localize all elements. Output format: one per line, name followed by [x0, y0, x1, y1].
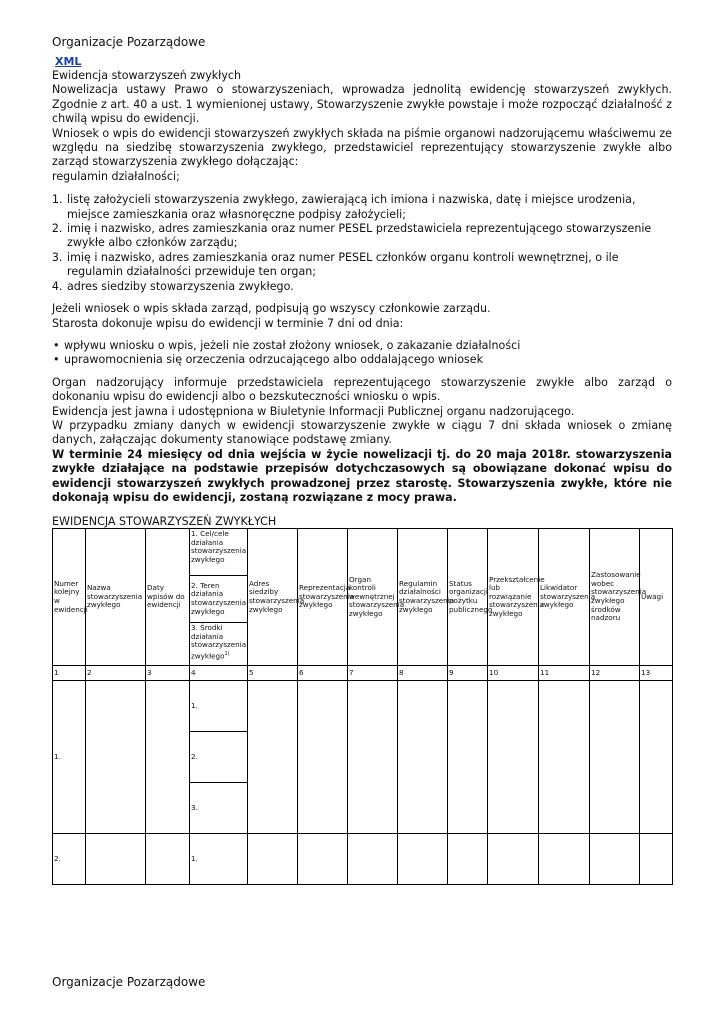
header-cell: 2. Teren działania stowarzyszenia zwykłego — [190, 576, 248, 623]
column-number: 6 — [298, 666, 348, 681]
header-cell: Adres siedziby stowarzyszenia zwykłego — [248, 529, 298, 666]
header-cell: Uwagi — [640, 529, 673, 666]
header-cell: Nazwa stowarzyszenia zwykłego — [86, 529, 146, 666]
attachments-list — [52, 193, 672, 294]
header-cell: Daty wpisów do ewidencji — [146, 529, 190, 666]
page-header-title: Organizacje Pozarządowe — [52, 35, 206, 49]
list-item: 4. adres siedziby stowarzyszenia zwykłego. — [66, 280, 672, 294]
header-cell: 1. Cel/cele działania stowarzyszenia zwykłego — [190, 529, 248, 576]
notification-paragraph: Organ nadzorujący informuje przedstawiciela reprezentującego stowarzyszenie zwykłe albo zarząd o dokonaniu wpisu do ewidencji albo o bezskuteczności wniosku o wpis. — [52, 375, 672, 404]
table-title: EWIDENCJA STOWARZYSZEŃ ZWYKŁYCH — [52, 515, 277, 528]
page-footer-title: Organizacje Pozarządowe — [52, 975, 206, 989]
column-number: 1 — [53, 666, 86, 681]
header-cell: Organ kontroli wewnętrznej stowarzyszenia zwykłego — [348, 529, 398, 666]
application-paragraph: Wniosek o wpis do ewidencji stowarzyszeń zwykłych składa na piśmie organowi nadzorującemu właściwemu ze względu na siedzibę stowarzyszenia zwykłego, przedstawiciel reprezentujący stowarzyszenie zwykłe albo zarząd stowarzyszenia zwykłego dołączając: — [52, 126, 672, 169]
intro-paragraph: Nowelizacja ustawy Prawo o stowarzyszeniach, wprowadza jednolitą ewidencję stowarzyszeń zwykłych. Zgodnie z art. 40 a ust. 1 wymienionej ustawy, Stowarzyszenie zwykłe powstaje i może rozpocząć działalność z chwilą wpisu do ewidencji. — [52, 83, 672, 126]
registry-table — [52, 528, 673, 885]
changes-paragraph: W przypadku zmiany danych w ewidencji stowarzyszenie zwykłe w ciągu 7 dni składa wniosek o zmianę danych, załączając dokumenty stanowiące podstawę zmiany. — [52, 418, 672, 447]
column-number: 3 — [146, 666, 190, 681]
header-text: 3. Środki działania stowarzyszenia zwykłego — [191, 623, 247, 661]
column-number: 12 — [590, 666, 640, 681]
column-number: 7 — [348, 666, 398, 681]
column-number: 9 — [448, 666, 488, 681]
sub-cell: 3. — [190, 783, 248, 834]
column-number: 13 — [640, 666, 673, 681]
header-cell: Numer kolejny w ewidencji — [53, 529, 86, 666]
sub-cell: 2. — [190, 732, 248, 783]
list-item: 1. listę założycieli stowarzyszenia zwykłego, zawierającą ich imiona i nazwiska, datę i miejsce urodzenia, miejsce zamieszkania oraz własnoręczne podpisy założycieli; — [66, 193, 672, 222]
board-note: Jeżeli wniosek o wpis składa zarząd, podpisują go wszyscy członkowie zarządu. — [52, 302, 491, 316]
list-item: • uprawomocnienia się orzeczenia odrzucającego albo oddalającego wniosek — [64, 353, 672, 367]
column-number: 11 — [539, 666, 590, 681]
header-cell — [190, 623, 248, 666]
column-number: 4 — [190, 666, 248, 681]
conditions-list — [52, 339, 672, 368]
row-number: 1. — [53, 681, 86, 834]
sub-cell: 1. — [190, 681, 248, 732]
document-body — [52, 69, 672, 505]
list-item: • wpływu wniosku o wpis, jeżeli nie został złożony wniosek, o zakazanie działalności — [64, 339, 672, 353]
warning-paragraph: W terminie 24 miesięcy od dnia wejścia w życie nowelizacji tj. do 20 maja 2018r. stowarzyszenia zwykłe działające na podstawie przepisów dotychczasowych są obowiązane dokonać wpisu do ewidencji stowarzyszeń zwykłych prowadzonej przez starostę. Stowarzyszenia zwykłe, które nie dokonają wpisu do ewidencji, zostaną rozwiązane z mocy prawa. — [52, 447, 672, 504]
footnote-marker: 1) — [224, 650, 230, 657]
column-number: 10 — [488, 666, 539, 681]
column-number: 2 — [86, 666, 146, 681]
sub-cell: 1. — [190, 834, 248, 885]
list-item: 3. imię i nazwisko, adres zamieszkania oraz numer PESEL członków organu kontroli wewnętrznej, o ile regulamin działalności przewiduje ten organ; — [66, 251, 672, 280]
header-cell: Zastosowanie wobec stowarzyszenia zwykłego środków nadzoru — [590, 529, 640, 666]
public-paragraph: Ewidencja jest jawna i udostępniona w Biuletynie Informacji Publicznej organu nadzorującego. — [52, 404, 575, 418]
header-cell: Status organizacji pożytku publicznego — [448, 529, 488, 666]
column-number: 8 — [398, 666, 448, 681]
xml-link[interactable]: XML — [55, 55, 82, 68]
column-number: 5 — [248, 666, 298, 681]
table-row — [53, 681, 673, 732]
row-number: 2. — [53, 834, 86, 885]
deadline-line: Starosta dokonuje wpisu do ewidencji w terminie 7 dni od dnia: — [52, 316, 404, 330]
document-heading: Ewidencja stowarzyszeń zwykłych — [52, 69, 242, 82]
list-item: 2. imię i nazwisko, adres zamieszkania oraz numer PESEL przedstawiciela reprezentującego stowarzyszenie zwykłe albo członków zarządu; — [66, 222, 672, 251]
table-row — [53, 834, 673, 885]
header-cell: Przekształcenie lub rozwiązanie stowarzyszenia zwykłego — [488, 529, 539, 666]
regulations-line: regulamin działalności; — [52, 169, 180, 183]
header-cell: Reprezentacja stowarzyszenia zwykłego — [298, 529, 348, 666]
header-cell: Likwidator stowarzyszenia zwykłego — [539, 529, 590, 666]
header-cell: Regulamin działalności stowarzyszenia zwykłego — [398, 529, 448, 666]
